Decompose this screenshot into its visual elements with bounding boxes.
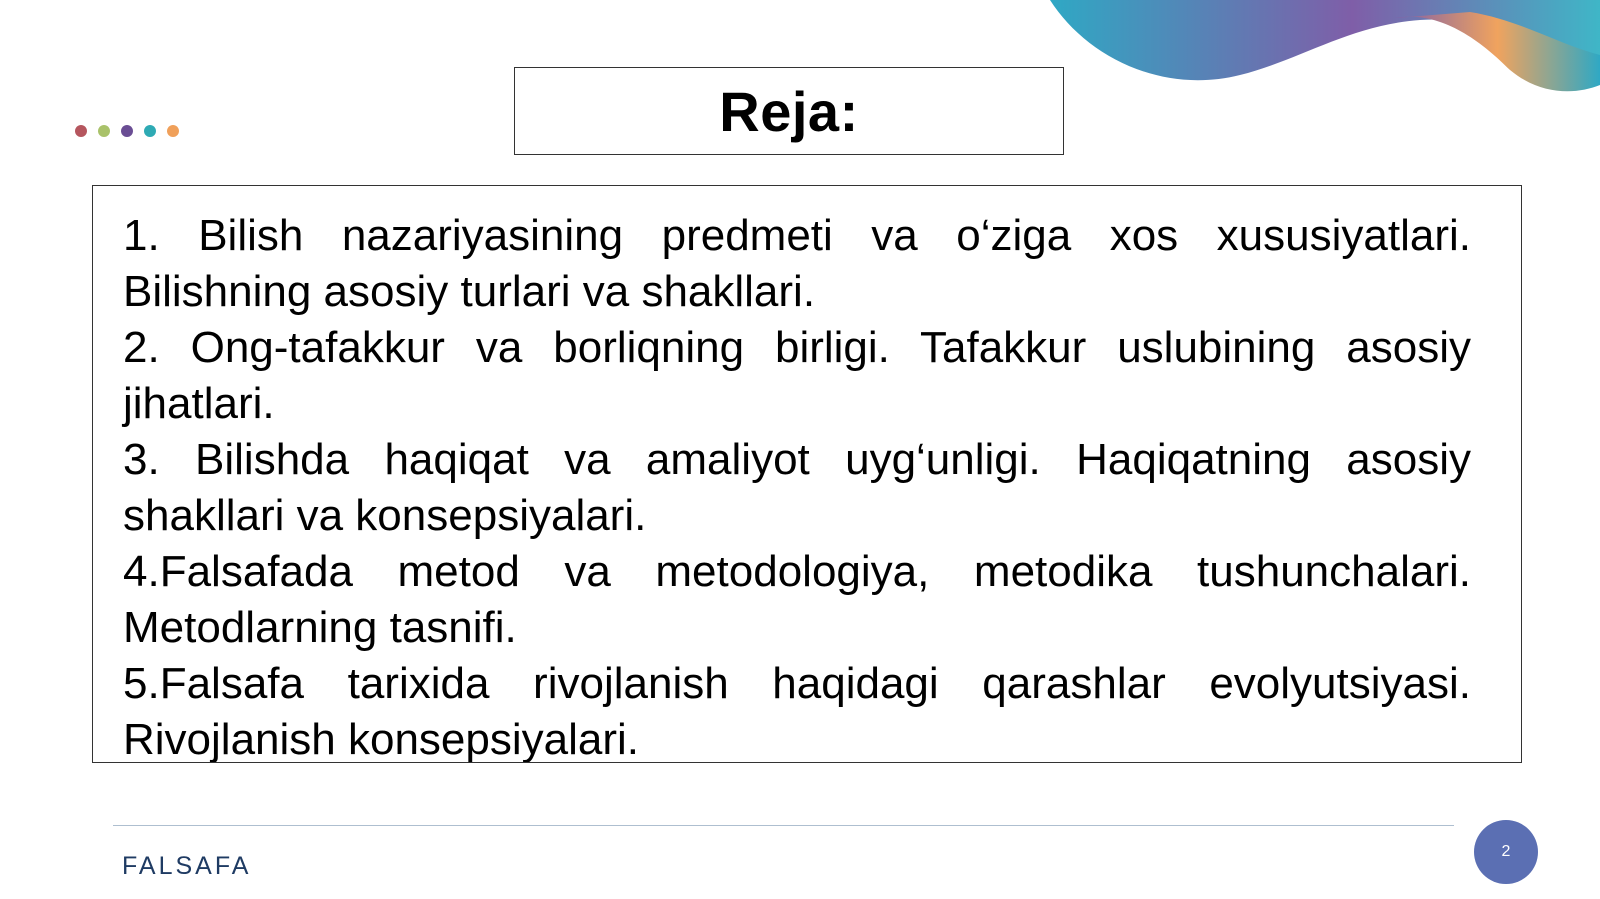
plan-content-box [92, 185, 1522, 763]
plan-item-5: 5.Falsafa tarixida rivojlanish haqidagi qarashlar evolyutsiyasi. Rivojlanish konsepsiyalari. [123, 659, 1471, 763]
slide-title: Reja: [719, 79, 859, 143]
decor-dot-3 [121, 125, 133, 137]
decor-dot-1 [75, 125, 87, 137]
plan-list [93, 186, 1521, 763]
decor-dot-4 [144, 125, 156, 137]
decor-dot-5 [167, 125, 179, 137]
page-number-badge [1474, 820, 1538, 884]
plan-item-2: 2. Ong-tafakkur va borliqning birligi. Tafakkur uslubining asosiy jihatlari. [123, 323, 1471, 428]
footer-label: FALSAFA [122, 852, 252, 880]
decor-dot-2 [98, 125, 110, 137]
plan-item-3: 3. Bilishda haqiqat va amaliyot uyg‘unligi. Haqiqatning asosiy shakllari va konsepsiyalari. [123, 435, 1471, 540]
title-box [514, 67, 1064, 155]
decorative-dots [75, 125, 179, 137]
plan-item-1: 1. Bilish nazariyasining predmeti va o‘ziga xos xususiyatlari. Bilishning asosiy turlari va shakllari. [123, 211, 1471, 316]
page-number: 2 [1501, 843, 1511, 860]
footer-divider [113, 825, 1454, 826]
plan-item-4: 4.Falsafada metod va metodologiya, metodika tushunchalari. Metodlarning tasnifi. [123, 547, 1471, 652]
